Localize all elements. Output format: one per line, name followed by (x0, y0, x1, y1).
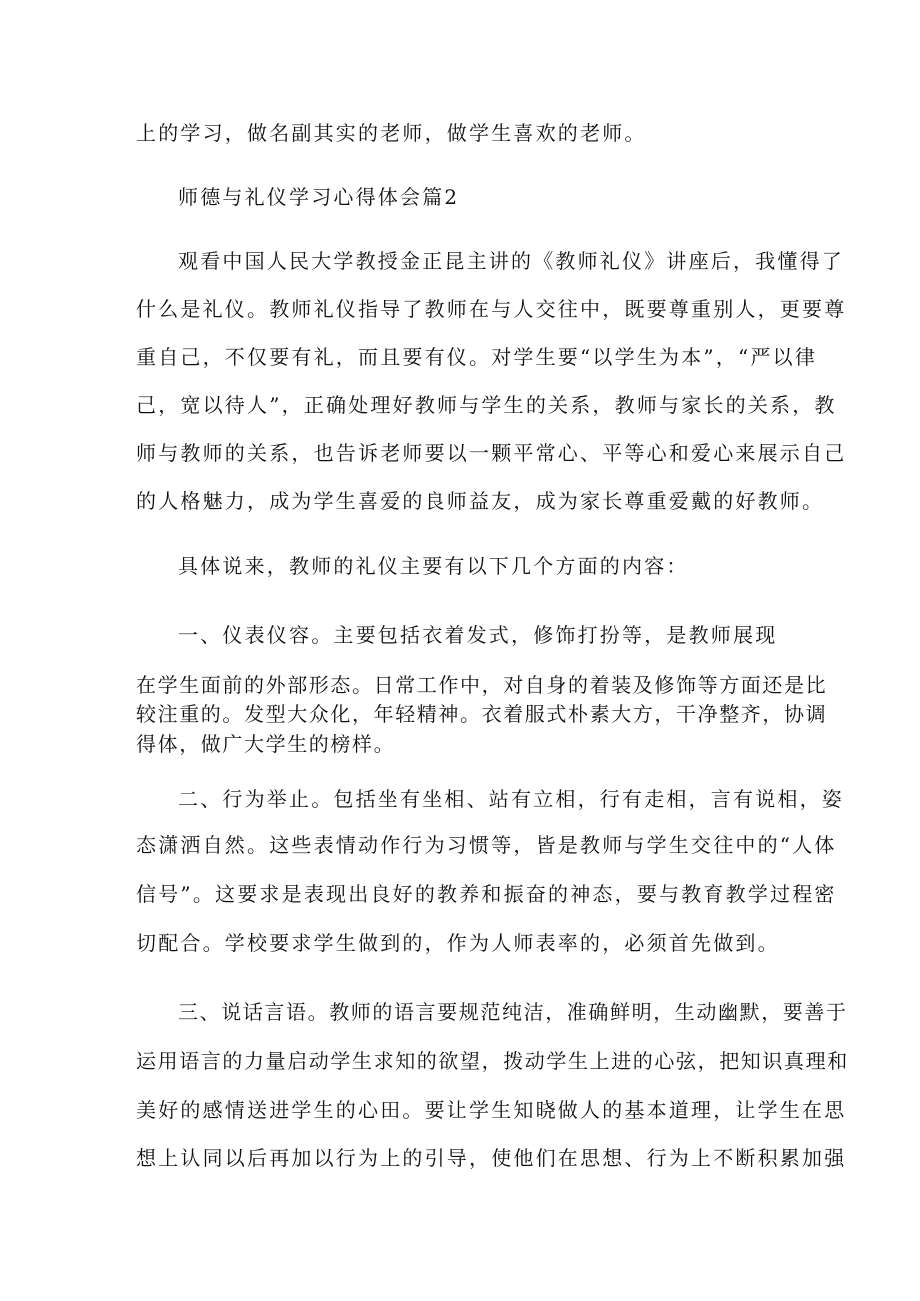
text-line: 的人格魅力，成为学生喜爱的良师益友，成为家长尊重爱戴的好教师。 (136, 489, 825, 513)
text-line: 想上认同以后再加以行为上的引导，使他们在思想、行为上不断积累加强 (136, 1146, 847, 1170)
text-line: 美好的感情送进学生的心田。要让学生知晓做人的基本道理，让学生在思 (136, 1098, 847, 1122)
text-line: 态潇洒自然。这些表情动作行为习惯等，皆是教师与学生交往中的“人体 (136, 833, 837, 857)
text-line: 观看中国人民大学教授金正昆主讲的《教师礼仪》讲座后，我懂得了 (178, 249, 844, 273)
text-line: 具体说来，教师的礼仪主要有以下几个方面的内容： (178, 554, 689, 578)
section-heading: 师德与礼仪学习心得体会篇2 (178, 185, 460, 209)
text-line: 得体，做广大学生的榜样。 (136, 732, 396, 756)
text-line: 己，宽以待人”，正确处理好教师与学生的关系，教师与家长的关系，教 (136, 393, 837, 417)
text-line: 上的学习，做名副其实的老师，做学生喜欢的老师。 (136, 121, 647, 145)
text-line: 什么是礼仪。教师礼仪指导了教师在与人交往中，既要尊重别人，更要尊 (136, 297, 847, 321)
text-line: 在学生面前的外部形态。日常工作中，对自身的着装及修饰等方面还是比 (136, 673, 828, 697)
text-line: 信号”。这要求是表现出良好的教养和振奋的神态，要与教育教学过程密 (136, 882, 837, 906)
text-line: 三、说话言语。教师的语言要规范纯洁，准确鲜明，生动幽默，要善于 (178, 1000, 848, 1024)
text-line: 一、仪表仪容。主要包括衣着发式，修饰打扮等，是教师展现 (178, 623, 778, 647)
text-line: 较注重的。发型大众化，年轻精神。衣着服式朴素大方，干净整齐，协调 (136, 702, 828, 726)
text-line: 重自己，不仅要有礼，而且要有仪。对学生要“以学生为本”，“严以律 (136, 345, 818, 369)
text-line: 切配合。学校要求学生做到的，作为人师表率的，必须首先做到。 (136, 931, 780, 955)
text-line: 运用语言的力量启动学生求知的欲望，拨动学生上进的心弦，把知识真理和 (136, 1049, 849, 1073)
text-line: 二、行为举止。包括坐有坐相、站有立相，行有走相，言有说相，姿 (178, 787, 844, 811)
text-line: 师与教师的关系，也告诉老师要以一颗平常心、平等心和爱心来展示自己 (136, 441, 847, 465)
